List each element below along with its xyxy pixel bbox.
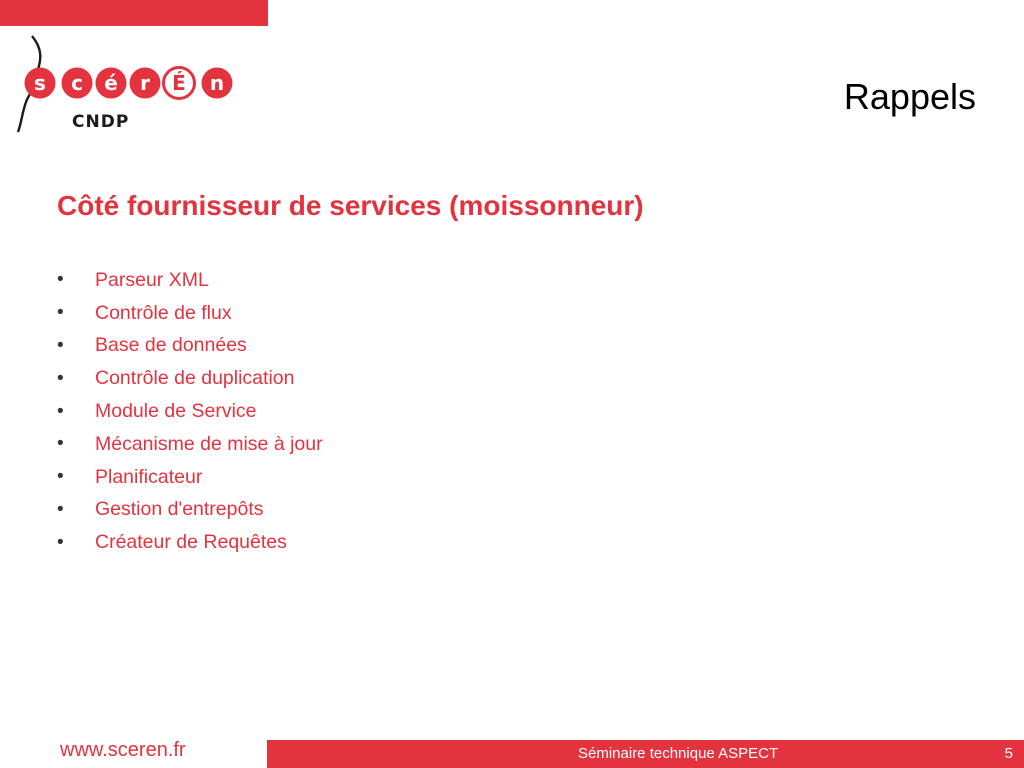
footer-bar bbox=[267, 740, 1024, 768]
list-item-label: Créateur de Requêtes bbox=[95, 531, 287, 554]
logo-letter: r bbox=[140, 71, 150, 95]
list-item bbox=[57, 297, 323, 330]
list-item bbox=[57, 330, 323, 363]
bullet-icon: • bbox=[57, 302, 64, 324]
list-item bbox=[57, 395, 323, 428]
list-item-label: Module de Service bbox=[95, 400, 257, 423]
bullet-icon: • bbox=[57, 269, 64, 291]
bullet-icon: • bbox=[57, 334, 64, 356]
section-heading: Côté fournisseur de services (moissonneur) bbox=[57, 190, 644, 221]
footer-title: Séminaire technique ASPECT bbox=[578, 745, 779, 762]
list-item bbox=[57, 362, 323, 395]
list-item bbox=[57, 264, 323, 297]
top-accent-bar bbox=[0, 0, 268, 26]
bullet-list bbox=[57, 264, 323, 559]
list-item-label: Mécanisme de mise à jour bbox=[95, 432, 323, 455]
bullet-icon: • bbox=[57, 498, 64, 520]
list-item bbox=[57, 461, 323, 494]
logo-letter: n bbox=[209, 71, 225, 95]
list-item-label: Base de données bbox=[95, 334, 247, 357]
logo-letter: é bbox=[104, 71, 118, 95]
list-item-label: Planificateur bbox=[95, 465, 203, 488]
bullet-icon: • bbox=[57, 367, 64, 389]
list-item bbox=[57, 494, 323, 527]
bullet-icon: • bbox=[57, 466, 64, 488]
logo-letter: s bbox=[34, 71, 46, 95]
footer-website-link[interactable]: www.sceren.fr bbox=[60, 739, 186, 761]
bullet-icon: • bbox=[57, 400, 64, 422]
list-item-label: Parseur XML bbox=[95, 268, 209, 291]
list-item bbox=[57, 526, 323, 559]
logo-letter: c bbox=[71, 71, 83, 95]
bullet-icon: • bbox=[57, 433, 64, 455]
slide-title: Rappels bbox=[843, 76, 976, 117]
page-number: 5 bbox=[1004, 745, 1013, 762]
logo-letter: É bbox=[172, 71, 186, 95]
list-item-label: Contrôle de flux bbox=[95, 301, 232, 324]
list-item-label: Contrôle de duplication bbox=[95, 367, 295, 390]
list-item-label: Gestion d'entrepôts bbox=[95, 498, 264, 521]
bullet-icon: • bbox=[57, 531, 64, 553]
logo-subtitle: CNDP bbox=[72, 112, 130, 132]
list-item bbox=[57, 428, 323, 461]
sceren-cndp-logo bbox=[14, 32, 244, 138]
